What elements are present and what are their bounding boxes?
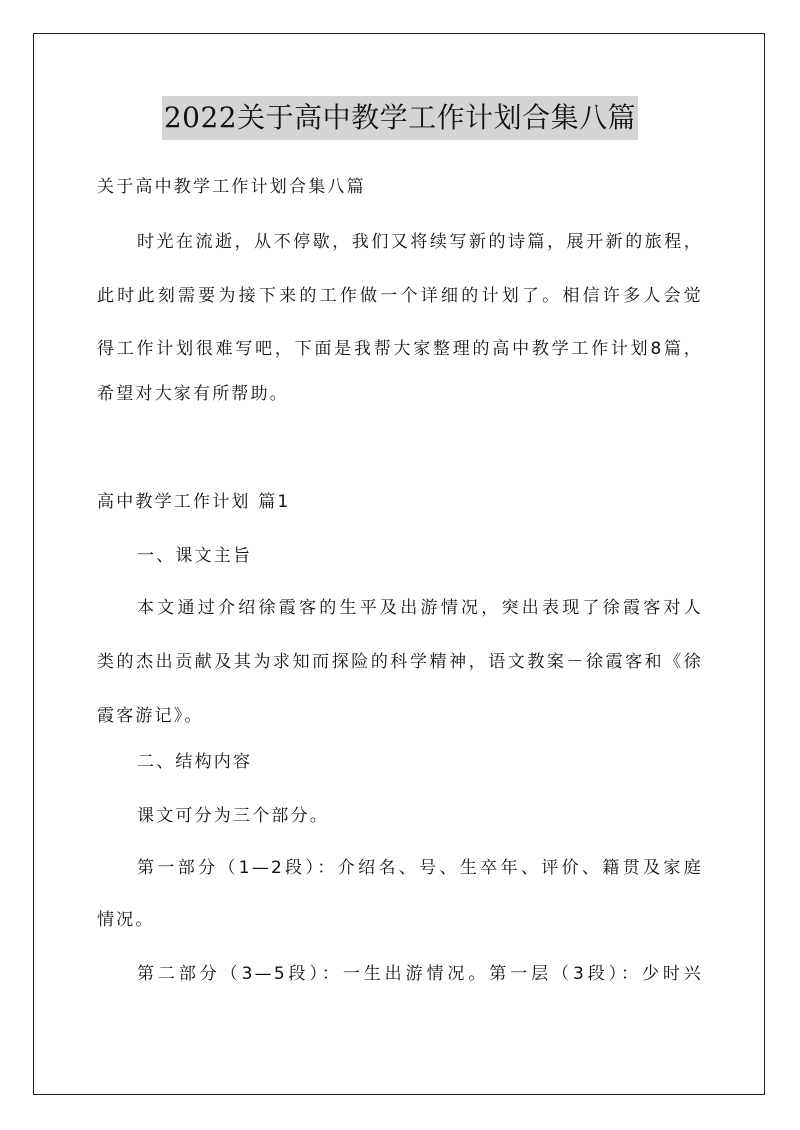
intro-paragraph-line-1: 时光在流逝，从不停歇，我们又将续写新的诗篇，展开新的旅程， — [137, 232, 703, 252]
section-heading: 高中教学工作计划 篇1 — [97, 492, 291, 512]
intro-paragraph-line-3: 得工作计划很难写吧，下面是我帮大家整理的高中教学工作计划8篇， — [97, 339, 703, 359]
document-title: 2022关于高中教学工作计划合集八篇 — [162, 96, 638, 140]
intro-paragraph-line-4: 希望对大家有所帮助。 — [97, 384, 289, 404]
theme-paragraph-line-2: 类的杰出贡献及其为求知而探险的科学精神，语文教案－徐霞客和《徐 — [97, 652, 703, 672]
intro-heading: 关于高中教学工作计划合集八篇 — [97, 177, 366, 197]
subheading-theme: 一、课文主旨 — [137, 546, 253, 566]
part-two-line-1: 第二部分（3—5段）：一生出游情况。第一层（3段）：少时兴 — [137, 964, 703, 984]
part-one-line-2: 情况。 — [97, 910, 155, 930]
intro-paragraph-line-2: 此时此刻需要为接下来的工作做一个详细的计划了。相信许多人会觉 — [97, 286, 703, 306]
subheading-structure: 二、结构内容 — [137, 752, 253, 772]
title-container — [0, 96, 800, 140]
theme-paragraph-line-1: 本文通过介绍徐霞客的生平及出游情况，突出表现了徐霞客对人 — [137, 598, 703, 618]
part-one-line-1: 第一部分（1—2段）：介绍名、号、生卒年、评价、籍贯及家庭 — [137, 858, 703, 878]
theme-paragraph-line-3: 霞客游记》。 — [97, 706, 204, 726]
structure-intro: 课文可分为三个部分。 — [137, 806, 329, 826]
